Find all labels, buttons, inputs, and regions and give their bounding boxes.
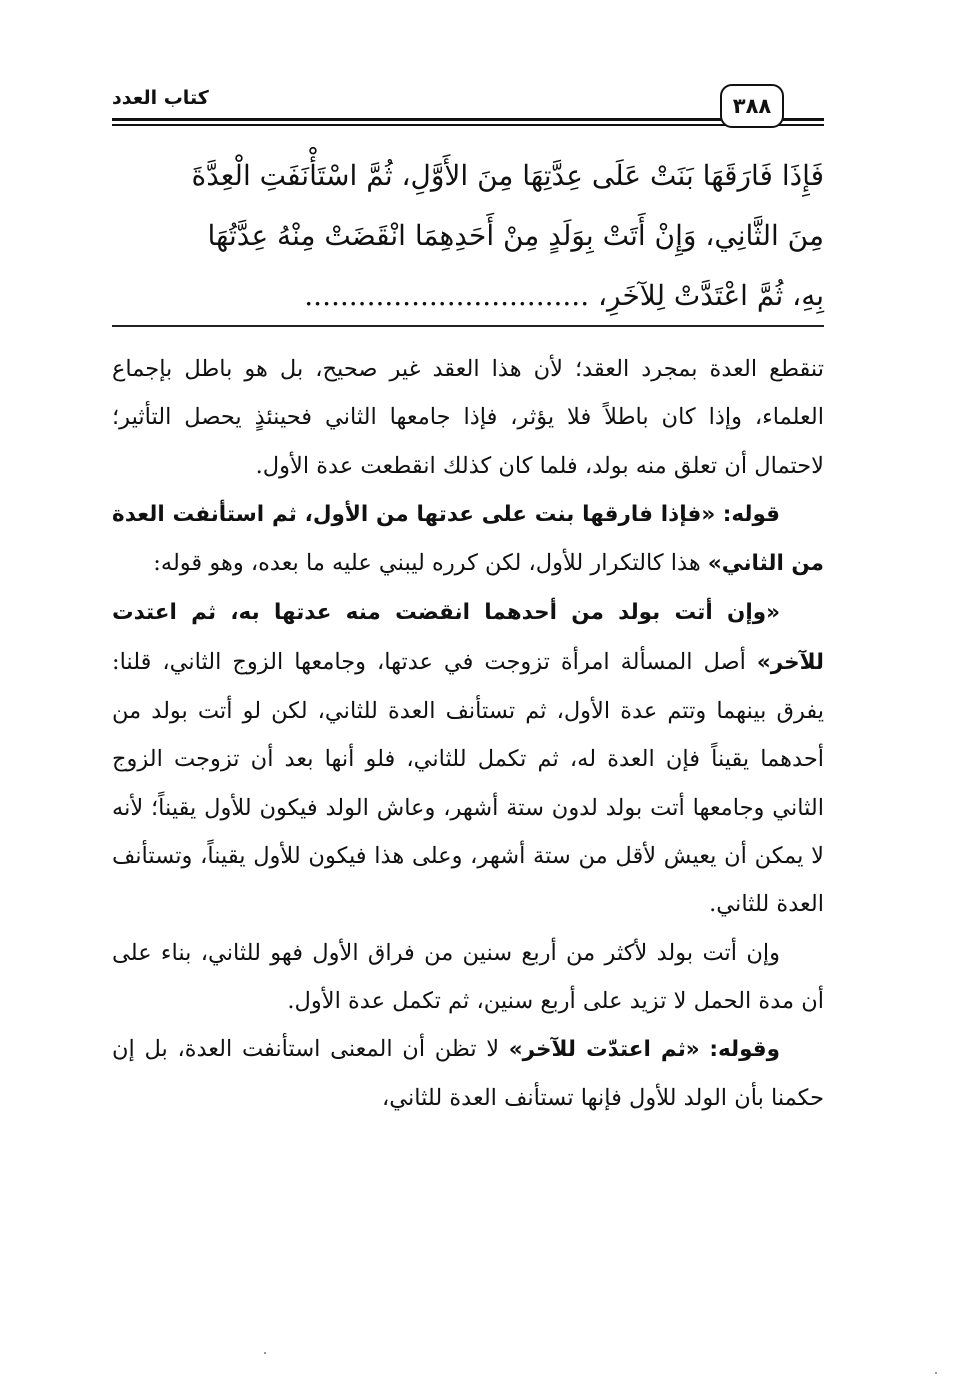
header-rule-thick bbox=[112, 118, 824, 121]
verse-line: مِنَ الثَّانِي، وَإِنْ أَتَتْ بِوَلَدٍ مِنْ أَحَدِهِمَا انْقَضَتْ مِنْهُ عِدَّتُهَا bbox=[207, 219, 824, 252]
paragraph: وإن أتت بولد لأكثر من أربع سنين من فراق الأول فهو للثاني، بناء على أن مدة الحمل لا تزيد على أربع سنين، ثم تكمل عدة الأول. bbox=[112, 939, 824, 1014]
page-header bbox=[112, 82, 824, 138]
matn-verse-block bbox=[112, 146, 824, 326]
verse-line: فَإِذَا فَارَقَهَا بَنَتْ عَلَى عِدَّتِهَا مِنَ الأَوَّلِ، ثُمَّ اسْتَأْنَفَتِ الْعِدَّةَ bbox=[191, 159, 824, 192]
running-title: كتاب العدد bbox=[112, 82, 242, 114]
verse-line bbox=[112, 266, 824, 326]
paragraph bbox=[112, 1025, 824, 1123]
header-rule-thin bbox=[112, 124, 824, 126]
ellipsis-dots: ................................ bbox=[304, 279, 590, 312]
verse-line-text: بِهِ، ثُمَّ اعْتَدَّتْ لِلآخَرِ، bbox=[598, 279, 824, 312]
paragraph bbox=[112, 490, 824, 589]
quoted-text: «وإن أتت بولد من أحدهما انقضت منه عدتها به، ثم اعتدت للآخر» bbox=[112, 600, 824, 675]
paragraph-text: هذا كالتكرار للأول، لكن كرره ليبني عليه ما بعده، وهو قوله: bbox=[153, 550, 708, 577]
quoted-text: «ثم اعتدّت للآخر» bbox=[508, 1037, 700, 1063]
scan-speck bbox=[935, 1372, 937, 1374]
paragraph-text: لا تظن أن المعنى استأنفت العدة، بل إن حكمنا بأن الولد للأول فإنها تستأنف العدة للثاني، bbox=[112, 1036, 824, 1112]
quote-label: وقوله: bbox=[709, 1037, 780, 1063]
paragraph-text: أصل المسألة امرأة تزوجت في عدتها، وجامعها الزوج الثاني، قلنا: يفرق بينهما وتتم عدة الأول، ثم تستأنف العدة للثاني، لكن لو أتت بولد من أحدهما يقيناً فإن العدة له، ثم تكمل للثاني، فلو أنها بعد أن تزوجت الزوج الثاني وجامعها أتت بولد لدون ستة أشهر، وعاش الولد فيكون للأول يقيناً؛ لأنه لا يمكن أن يعيش لأقل من ستة أشهر، وعلى هذا فيكون للأول يقيناً، وتستأنف العدة للثاني. bbox=[112, 648, 824, 918]
paragraph: تنقطع العدة بمجرد العقد؛ لأن هذا العقد غير صحيح، بل هو باطل بإجماع العلماء، وإذا كان باطلاً فلا يؤثر، فإذا جامعها الثاني فحينئذٍ يحصل التأثير؛ لاحتمال أن تعلق منه بولد، فلما كان كذلك انقطعت عدة الأول. bbox=[112, 356, 824, 479]
paragraph bbox=[112, 588, 824, 928]
commentary-body bbox=[112, 345, 824, 1123]
section-divider bbox=[112, 325, 824, 327]
scan-speck bbox=[264, 1352, 266, 1354]
quoted-text: «فإذا فارقها بنت على عدتها من الأول، ثم استأنفت العدة من الثاني» bbox=[112, 501, 824, 577]
page-number: ٣٨٨ bbox=[720, 84, 784, 128]
quote-label: قوله: bbox=[722, 501, 781, 527]
